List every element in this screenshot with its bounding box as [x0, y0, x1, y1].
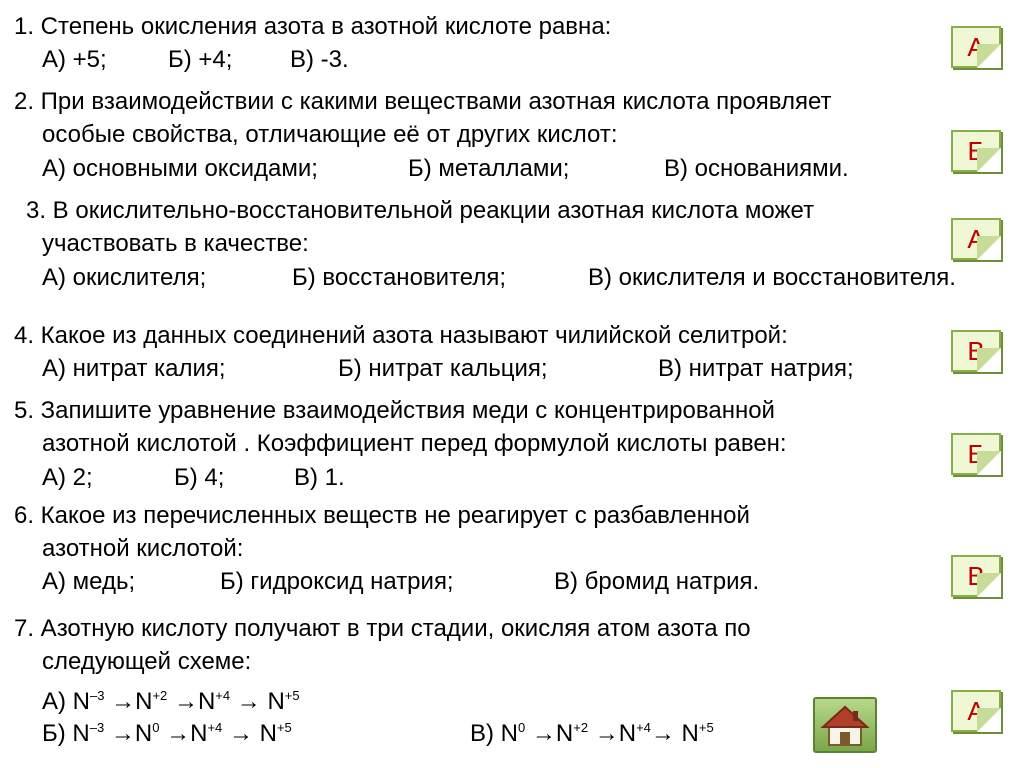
question-7-text-line-2: следующей схеме:: [42, 648, 252, 675]
option-b: Б) гидроксид натрия;: [220, 568, 454, 595]
option-c: В) -3.: [290, 46, 349, 73]
option-b: Б) +4;: [168, 46, 233, 73]
option-a: А) 2;: [42, 464, 93, 491]
option-a: А) +5;: [42, 46, 107, 73]
option-c: В) нитрат натрия;: [658, 355, 854, 382]
answer-badge-7[interactable]: А: [951, 690, 1001, 732]
option-b: Б) нитрат кальция;: [338, 355, 548, 382]
question-3-text-line-1: 3. В окислительно-восстановительной реакции азотная кислота может: [26, 197, 815, 224]
question-4-text: 4. Какое из данных соединений азота называют чилийской селитрой:: [14, 322, 788, 349]
question-5-text-line-2: азотной кислотой . Коэффициент перед формулой кислоты равен:: [42, 430, 787, 457]
question-6-text-line-1: 6. Какое из перечисленных веществ не реагирует с разбавленной: [14, 502, 750, 529]
answer-badge-3[interactable]: А: [951, 218, 1001, 260]
question-1-text: 1. Степень окисления азота в азотной кислоте равна:: [14, 13, 612, 40]
answer-badge-1[interactable]: А: [951, 26, 1001, 68]
option-b: Б) металлами;: [408, 155, 570, 182]
option-c: В) бромид натрия.: [554, 568, 760, 595]
option-a: А) основными оксидами;: [42, 155, 318, 182]
option-a: А) нитрат калия;: [42, 355, 226, 382]
question-7-option-b: Б) $N^{-3} \to N^0 \to N^{+4} \to N^{+5}$: [42, 720, 292, 747]
question-3-text-line-2: участвовать в качестве:: [42, 230, 309, 257]
option-c: В) основаниями.: [664, 155, 849, 182]
answer-badge-4[interactable]: В: [951, 330, 1001, 372]
answer-badge-5[interactable]: Б: [951, 433, 1001, 475]
option-a: А) медь;: [42, 568, 136, 595]
question-7-option-a: А) $N^{-3} \to N^{+2} \to N^{+4} \to N^{+5}$: [42, 688, 300, 715]
question-2-text-line-1: 2. При взаимодействии с какими веществами азотная кислота проявляет: [14, 88, 832, 115]
question-2-text-line-2: особые свойства, отличающие её от других кислот:: [42, 121, 618, 148]
question-7-text-line-1: 7. Азотную кислоту получают в три стадии, окисляя атом азота по: [14, 615, 751, 642]
option-a: А) окислителя;: [42, 264, 207, 291]
option-b: Б) восстановителя;: [292, 264, 507, 291]
option-b: Б) 4;: [174, 464, 225, 491]
answer-badge-2[interactable]: Б: [951, 130, 1001, 172]
question-5-text-line-1: 5. Запишите уравнение взаимодействия меди с концентрированной: [14, 397, 775, 424]
option-c: В) окислителя и восстановителя.: [588, 264, 956, 291]
home-button[interactable]: [813, 697, 877, 753]
option-c: В) 1.: [294, 464, 345, 491]
question-7-option-c: В) $N^0 \to N^{+2} \to N^{+4}\to N^{+5}$: [470, 720, 714, 747]
answer-badge-6[interactable]: В: [951, 555, 1001, 597]
question-6-text-line-2: азотной кислотой:: [42, 535, 244, 562]
home-icon: [815, 699, 875, 751]
